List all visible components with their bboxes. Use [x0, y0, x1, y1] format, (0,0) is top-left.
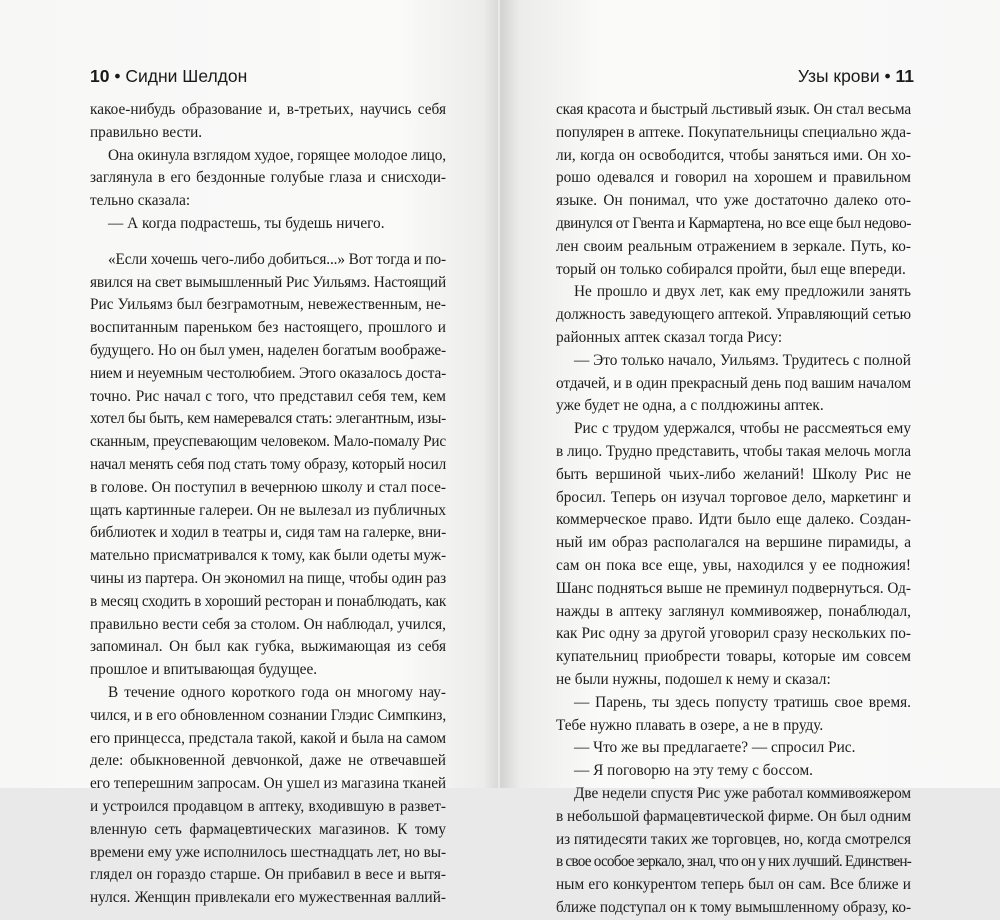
left-page [0, 0, 498, 907]
text-line: В течение одного короткого года он многому нау- [108, 683, 446, 701]
text-line: в голове. Он поступил в вечернюю школу и стал посе- [90, 478, 446, 496]
text-line: явился на свет вымышленный Рис Уильямз. Настоящий [90, 273, 446, 291]
text-line: ли, когда он освободится, чтобы заняться ими. Он хо- [556, 146, 911, 164]
text-line: его теперешним запросам. Он ушел из магазина тканей [90, 775, 447, 793]
text-line: ный им образ располагался на вершине пирамиды, а [556, 534, 911, 552]
text-line: деле: обыкновенной девчонкой, даже не отвечавшей [90, 752, 446, 770]
text-line: в небольшой фармацевтической фирме. Он был одним [556, 807, 911, 825]
text-line: быть вершиной чьих-либо желаний! Школу Рис не [556, 465, 911, 483]
text-line: Рис Уильямз был безграмотным, невежественным, не- [90, 296, 446, 314]
text-line: воспитанным пареньком без настоящего, прошлого и [90, 319, 446, 337]
text-line: точно. Рис начал с того, что представил себя тем, кем [90, 387, 446, 405]
text-line: и устроился продавцом в аптеку, входившую в развет- [90, 797, 446, 815]
text-line: нулся. Женщин привлекали его мужественная валлий- [90, 889, 446, 907]
text-line: сканным, преуспевающим человеком. Мало-помалу Рис [90, 433, 446, 451]
text-line: Рис с трудом удержался, чтобы не рассмеяться ему [574, 420, 911, 438]
text-line: — А когда подрастешь, ты будешь ничего. [108, 214, 385, 232]
text-line: библиотек и ходил в театры и, сидя там на галерке, вни- [90, 524, 446, 542]
text-line: правильно вести. [90, 123, 203, 141]
text-line: запоминал. Он был как губка, выжимающая из себя [90, 638, 446, 656]
text-line: языке. Он понимал, что уже достаточно далеко ото- [556, 192, 911, 210]
text-line: — Я поговорю на эту тему с боссом. [574, 762, 814, 780]
text-line: должность заведующего аптекой. Управляющий сетью [556, 306, 911, 324]
text-line: тельно сказала: [90, 192, 191, 210]
text-line: в месяц сходить в хороший ресторан и понаблюдать, как [90, 592, 447, 610]
text-line: заглянула в его бездонные голубые глаза и снисходи- [90, 169, 446, 187]
text-line: ближе подступал он к тому вымышленному образу, ко- [556, 898, 911, 916]
text-line: отдачей, и в один прекрасный день под вашим началом [556, 374, 912, 392]
text-line: хотел бы быть, кем намеревался стать: элегантным, изы- [90, 410, 446, 428]
text-line: глядел он гораздо старше. Он прибавил в весе и вытя- [90, 866, 446, 884]
text-line: ным его конкурентом теперь был он сам. Все ближе и [556, 876, 911, 894]
text-line: как Рис одну за другой уговорил сразу нескольких по- [556, 625, 911, 643]
text-line: из пятидесяти таких же торговцев, но, когда смотрелся [556, 830, 911, 848]
text-line: времени ему уже исполнилось шестнадцать лет, но вы- [90, 843, 446, 861]
text-line: рошо одевался и говорил на хорошем и правильном [556, 169, 911, 187]
text-line: чился, и в его обновленном сознании Глэдис Симпкинз, [90, 706, 446, 724]
text-line: правильно вести себя за столом. Он наблюдал, учился, [90, 615, 446, 633]
text-line: Две недели спустя Рис уже работал коммивояжером [574, 784, 912, 802]
page-number: 10 [90, 66, 110, 86]
text-line: популярен в аптеке. Покупательницы специально жда- [556, 123, 911, 141]
text-line: уже будет не одна, а с полдюжины аптек. [556, 397, 824, 415]
book-title: Узы крови [797, 66, 880, 86]
text-line: коммерческое право. Идти было еще далеко. Создан- [556, 511, 911, 529]
text-line: в свое особое зеркало, знал, что он у них лучший. Единствен- [556, 853, 911, 871]
text-line: купательниц приобрести товары, которые им совсем [556, 648, 911, 666]
text-line: «Если хочешь чего-либо добиться...» Вот тогда и по- [108, 250, 447, 268]
text-line: нием и неуемным честолюбием. Этого оказалось доста- [90, 364, 446, 382]
text-line: — Парень, ты здесь попусту тратишь свое время. [574, 693, 911, 711]
text-line: будущего. Но он был умен, наделен богатым воображе- [90, 341, 446, 359]
text-line: вленную сеть фармацевтических магазинов. К тому [90, 820, 446, 838]
text-line: его принцесса, предстала такой, какой и была на самом [90, 729, 447, 747]
text-line: чины из партера. Он экономил на пище, чтобы один раз [90, 569, 447, 587]
text-line: торый он только собирался пройти, был еще впереди. [556, 260, 906, 278]
text-line: нажды в аптеку заглянул коммивояжер, понаблюдал, [556, 602, 911, 620]
left-running-header [90, 66, 247, 87]
left-body-text [90, 99, 446, 910]
text-line: не были нужны, подошел к нему и сказал: [556, 670, 831, 688]
text-line: какое-нибудь образование и, в-третьих, научись себя [90, 101, 446, 118]
header-separator: • [884, 66, 891, 86]
right-running-header [798, 66, 914, 87]
text-line: сам он пока все еще, увы, находился у ее подножия! [556, 556, 911, 574]
right-body-text [556, 99, 911, 920]
text-line: прошлое и впитывающая будущее. [90, 661, 318, 679]
text-line: Шанс подняться выше не преминул подвернуться. Од- [556, 579, 911, 597]
text-line: Она окинула взглядом худое, горящее молодое лицо, [108, 146, 447, 164]
text-line: щать картинные галереи. Он не вылезал из публичных [90, 501, 446, 519]
page-number: 11 [895, 66, 914, 86]
text-line: — Что же вы предлагаете? — спросил Рис. [574, 739, 856, 757]
text-line: — Это только начало, Уильямз. Трудитесь с полной [574, 351, 911, 369]
text-line: начал менять себя под стать тому образу, который носил [90, 455, 446, 473]
section-break [90, 236, 446, 249]
author-name: Сидни Шелдон [125, 66, 248, 86]
text-line: в лицо. Трудно представить, чтобы такая мелочь могла [556, 442, 911, 460]
right-page [500, 0, 1000, 916]
text-line: бросил. Теперь он изучал торговое дело, маркетинг и [556, 488, 911, 506]
text-line: лен своим реальным отражением в зеркале. Путь, ко- [556, 237, 911, 255]
text-line: районных аптек сказал тогда Рису: [556, 328, 783, 346]
text-line: Тебе нужно плавать в озере, а не в пруду. [556, 716, 824, 734]
text-line: двинулся от Гвента и Кармартена, но все еще был недово- [556, 214, 911, 232]
header-separator: • [114, 66, 121, 86]
text-line: ская красота и быстрый льстивый язык. Он стал весьма [556, 101, 912, 118]
text-line: Не прошло и двух лет, как ему предложили занять [574, 283, 911, 301]
text-line: мательно присматривался к тому, как были одеты муж- [90, 547, 447, 565]
